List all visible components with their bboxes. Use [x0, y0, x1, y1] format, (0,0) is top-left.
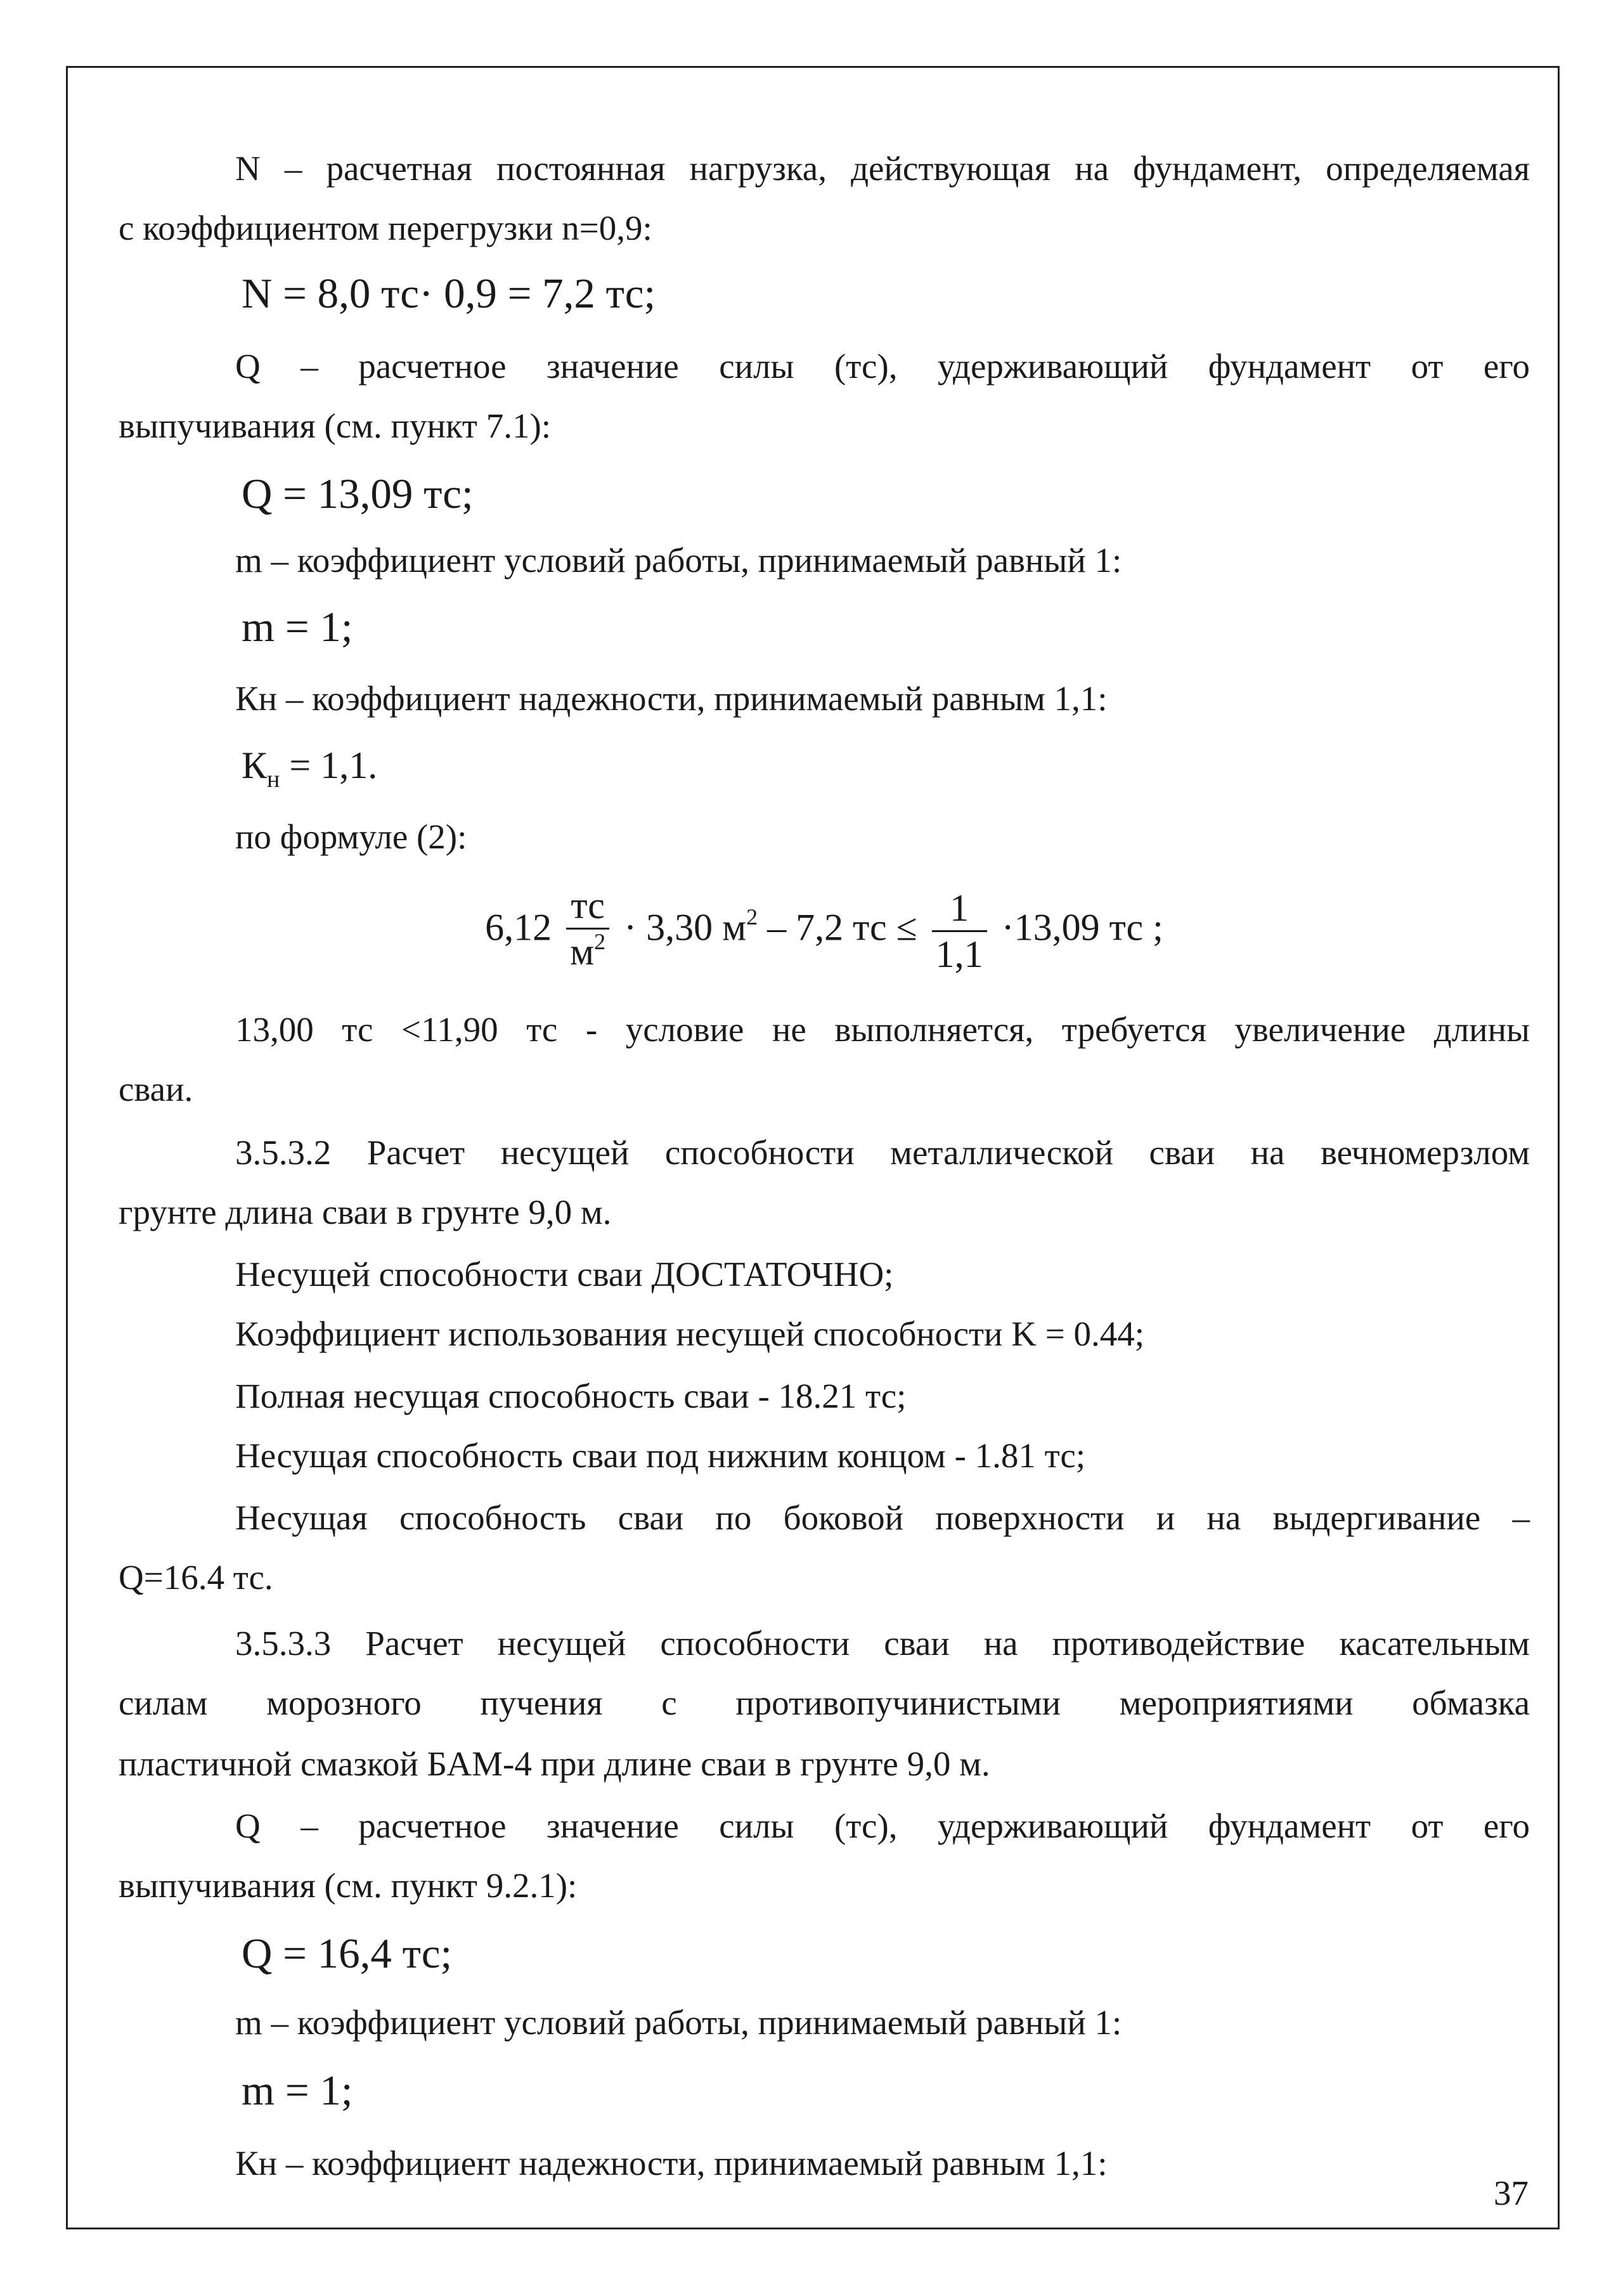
paragraph-line: Кн – коэффициент надежности, принимаемый равным 1,1:	[235, 679, 1108, 718]
paragraph-line: Коэффициент использования несущей способности K = 0.44;	[235, 1314, 1145, 1353]
formula-kn-symbol: К	[242, 744, 268, 786]
formula-q: Q = 13,09 тс;	[242, 470, 474, 517]
formula-2-fraction-coef	[932, 886, 987, 976]
formula-q2: Q = 16,4 тс;	[242, 1930, 453, 1977]
formula-2-term: ;	[1143, 906, 1163, 949]
fraction-numerator: тс	[566, 883, 609, 930]
paragraph-line: m – коэффициент условий работы, принимаемый равный 1:	[235, 2003, 1122, 2042]
formula-n: N = 8,0 тс· 0,9 = 7,2 тс;	[242, 270, 656, 317]
fraction-denominator	[566, 930, 609, 979]
page-number: 37	[1494, 2174, 1529, 2212]
paragraph-line: Полная несущая способность сваи - 18.21 тс;	[235, 1377, 907, 1415]
paragraph-line: Несущей способности сваи ДОСТАТОЧНО;	[235, 1255, 894, 1294]
denominator-exponent: 2	[594, 929, 606, 954]
paragraph-line: выпучивания (см. пункт 9.2.1):	[119, 1866, 578, 1905]
formula-2-fraction-units	[566, 883, 609, 979]
fraction-denominator: 1,1	[935, 933, 983, 975]
paragraph-line: Несущая способность сваи под нижним концом - 1.81 тс;	[235, 1436, 1086, 1475]
paragraph-line: грунте длина сваи в грунте 9,0 м.	[119, 1193, 612, 1231]
formula-m: m = 1;	[242, 604, 353, 651]
fraction-numerator: 1	[932, 886, 987, 932]
section-heading: 3.5.3.2 Расчет несущей способности металлической сваи на вечномерзлом	[235, 1133, 1530, 1172]
paragraph-line: m – коэффициент условий работы, принимаемый равный 1:	[235, 541, 1122, 580]
formula-kn-subscript: н	[267, 766, 280, 793]
paragraph-line: по формуле (2):	[235, 817, 467, 856]
formula-kn	[242, 740, 377, 796]
section-heading: 3.5.3.3 Расчет несущей способности сваи на противодействие касательным	[235, 1624, 1530, 1663]
formula-m2: m = 1;	[242, 2067, 353, 2114]
paragraph-line: силам морозного пучения с противопучинистыми мероприятиями обмазка	[119, 1683, 1530, 1722]
formula-2-exponent: 2	[746, 904, 758, 930]
paragraph-line: 13,00 тс <11,90 тс - условие не выполняется, требуется увеличение длины	[235, 1010, 1530, 1049]
denominator-base: м	[570, 931, 595, 973]
formula-2-term: ·13,09 тс	[1001, 906, 1144, 949]
paragraph-line: Кн – коэффициент надежности, принимаемый равным 1,1:	[235, 2144, 1108, 2182]
paragraph-line: Q – расчетное значение силы (тс), удерживающий фундамент от его	[235, 347, 1530, 386]
paragraph-line: N – расчетная постоянная нагрузка, действующая на фундамент, определяемая	[235, 149, 1530, 188]
paragraph-line: Q=16.4 тс.	[119, 1558, 273, 1597]
paragraph-line: Q – расчетное значение силы (тс), удерживающий фундамент от его	[235, 1806, 1530, 1845]
formula-2-term: – 7,2 тс ≤	[758, 906, 917, 949]
formula-kn-value: = 1,1.	[280, 744, 378, 786]
page-frame	[66, 66, 1560, 2229]
formula-2-term: 6,12	[485, 906, 552, 949]
paragraph-line: с коэффициентом перегрузки n=0,9:	[119, 209, 652, 247]
paragraph-line: выпучивания (см. пункт 7.1):	[119, 406, 552, 445]
paragraph-line: пластичной смазкой БАМ-4 при длине сваи в грунте 9,0 м.	[119, 1744, 990, 1783]
paragraph-line: сваи.	[119, 1070, 193, 1108]
paragraph-line: Несущая способность сваи по боковой поверхности и на выдергивание –	[235, 1498, 1530, 1537]
formula-2	[119, 883, 1530, 979]
formula-2-term: · 3,30 м	[624, 906, 747, 949]
